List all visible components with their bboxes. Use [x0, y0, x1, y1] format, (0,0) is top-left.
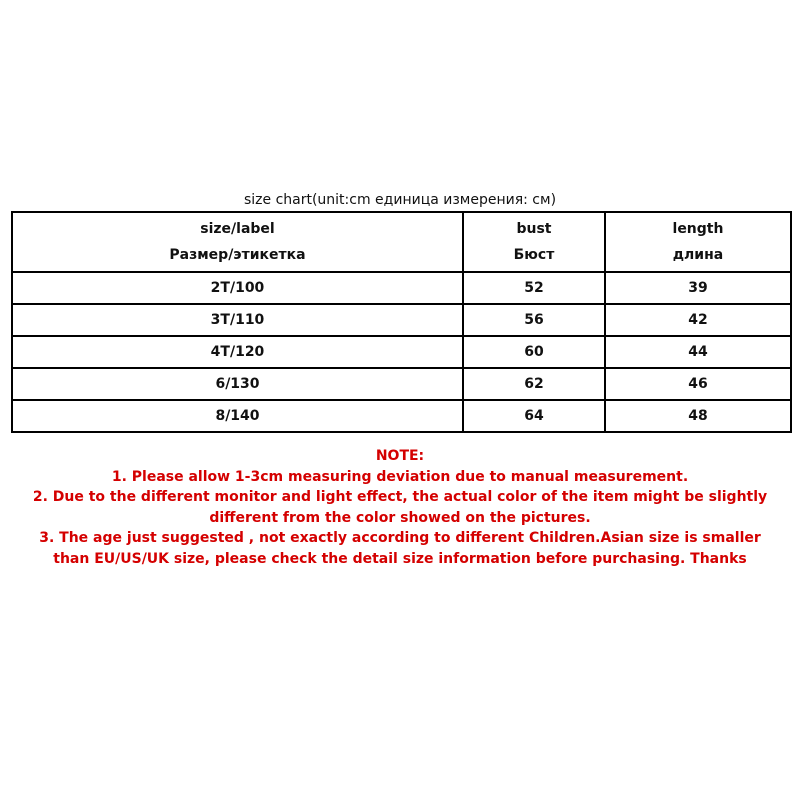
header-size-label-ru: Размер/этикетка [169, 247, 306, 263]
header-length-en: length [672, 221, 724, 237]
cell-size: 4T/120 [12, 336, 463, 368]
cell-length: 42 [605, 304, 791, 336]
cell-bust: 56 [463, 304, 605, 336]
header-size-label [12, 212, 463, 272]
header-bust-ru: Бюст [513, 247, 555, 263]
table-row [12, 304, 791, 336]
cell-length: 46 [605, 368, 791, 400]
note-line: 3. The age just suggested , not exactly according to different Children.Asian size is smaller [39, 530, 761, 546]
note-line: different from the color showed on the pictures. [209, 509, 591, 526]
cell-bust: 62 [463, 368, 605, 400]
header-length [605, 212, 791, 272]
header-length-ru: длина [672, 247, 724, 263]
cell-bust: 64 [463, 400, 605, 432]
cell-bust: 60 [463, 336, 605, 368]
table-row [12, 400, 791, 432]
cell-size: 8/140 [12, 400, 463, 432]
note-line: 2. Due to the different monitor and light effect, the actual color of the item might be slightly [32, 489, 768, 505]
cell-length: 44 [605, 336, 791, 368]
table-row [12, 368, 791, 400]
cell-size: 2T/100 [12, 272, 463, 304]
cell-size: 3T/110 [12, 304, 463, 336]
cell-length: 48 [605, 400, 791, 432]
table-row [12, 336, 791, 368]
header-bust-en: bust [516, 221, 552, 237]
header-bust [463, 212, 605, 272]
note-line: than EU/US/UK size, please check the detail size information before purchasing. Thanks [53, 550, 747, 567]
note-line: 1. Please allow 1-3cm measuring deviation due to manual measurement. [111, 468, 689, 485]
cell-bust: 52 [463, 272, 605, 304]
header-size-label-en: size/label [200, 221, 275, 237]
table-row [12, 272, 791, 304]
size-chart-title: size chart(unit:cm единица измерения: см) [243, 192, 557, 208]
table-header-row [12, 212, 791, 272]
cell-length: 39 [605, 272, 791, 304]
notes-heading: NOTE: [375, 448, 425, 464]
cell-size: 6/130 [12, 368, 463, 400]
size-table [11, 211, 792, 433]
notes-block [0, 446, 800, 569]
